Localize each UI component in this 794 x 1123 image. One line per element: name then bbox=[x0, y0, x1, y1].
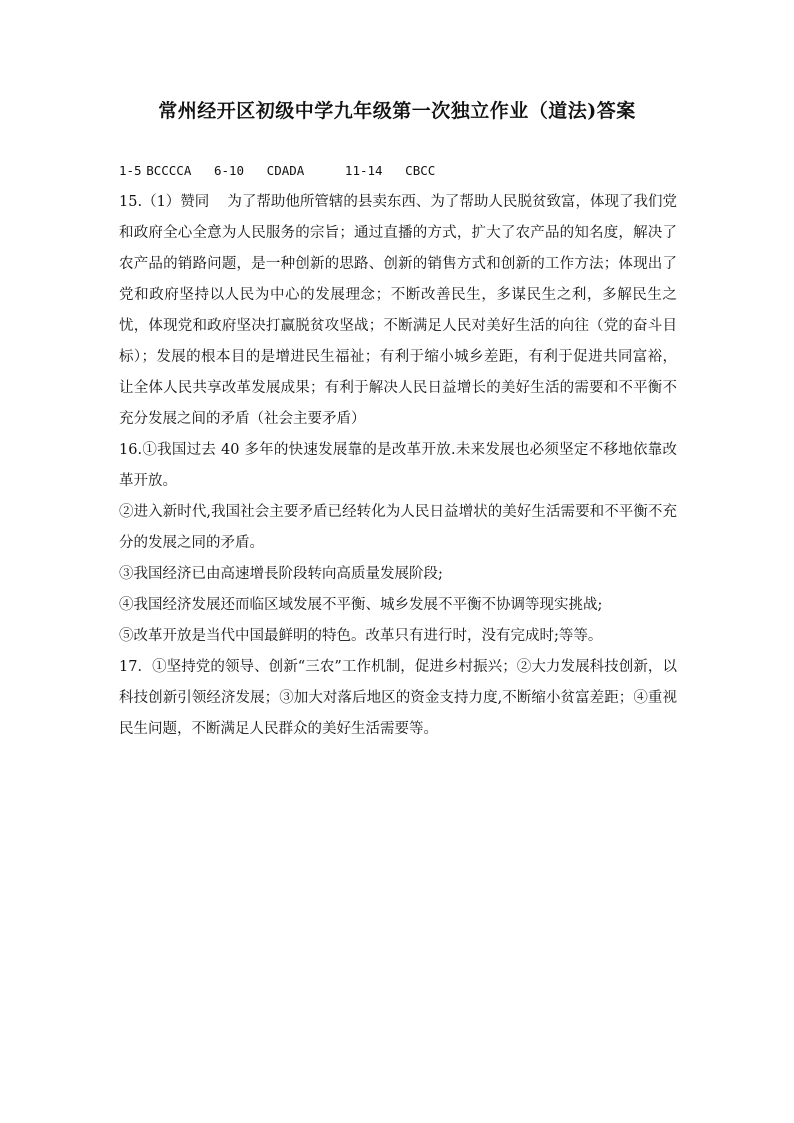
choice-answers-line bbox=[119, 155, 677, 187]
question-16-point-3: ③我国经济已由高速增長阶段转向高质量发展阶段; bbox=[119, 566, 443, 582]
question-16-point-1: 16.①我国过去 40 多年的快速发展靠的是改革开放.未来发展也必须坚定不移地依靠改革开放。 bbox=[119, 442, 677, 489]
choice-range-2: 6-10 bbox=[213, 163, 245, 178]
question-15-text: 为了帮助他所管辖的县卖东西、为了帮助人民脱贫致富，体现了我们党和政府全心全意为人民服务的宗旨；通过直播的方式，扩大了农产品的知名度，解决了农产品的销路问题，是一种创新的思路、创新的销售方式和创新的工作方法；体现出了党和政府坚持以人民为中心的发展理念；不断改善民生，多谋民生之利，多解民生之忧，体现党和政府坚决打赢脱贫攻坚战；不断满足人民对美好生活的向往（党的奋斗目标）；发展的根本目的是增进民生福祉；有利于缩小城乡差距，有利于促进共同富裕，让全体人民共享改革发展成果；有利于解决人民日益增长的美好生活的需要和不平衡不充分发展之间的矛盾（社会主要矛盾） bbox=[119, 194, 677, 427]
choice-range-3: 11-14 bbox=[344, 163, 383, 178]
question-16-point-4: ④我国经济发展还而临区域发展不平衡、城乡发展不平衡不协调等现实挑战; bbox=[119, 597, 603, 613]
question-16-point-2: ②进入新时代,我国社会主要矛盾已经转化为人民日益增状的美好生活需要和不平衡不充分的发展之同的矛盾。 bbox=[119, 504, 677, 551]
choice-range-1: 1-5 bbox=[119, 163, 142, 178]
choice-answers-3: CBCC bbox=[405, 163, 436, 178]
answer-content bbox=[119, 155, 677, 745]
choice-answers-2: CDADA bbox=[266, 163, 305, 178]
question-16-point-5: ⑤改革开放是当代中国最鲜明的特色。改革只有进行时，没有完成时;等等。 bbox=[119, 628, 603, 644]
choice-answers-1: BCCCCA bbox=[146, 163, 192, 178]
question-15-prefix: 15.（1）赞同 bbox=[119, 194, 210, 210]
document-title: 常州经开区初级中学九年级第一次独立作业（道法)答案 bbox=[158, 100, 636, 122]
question-17-answer: 17．①坚持党的领导、创新“三农”工作机制，促进乡村振兴；②大力发展科技创新，以科技创新引领经济发展；③加大对落后地区的资金支持力度,不断缩小贫富差距；④重视民生问题，不断满足人民群众的美好生活需要等。 bbox=[119, 659, 677, 737]
question-15-answer bbox=[119, 187, 677, 435]
